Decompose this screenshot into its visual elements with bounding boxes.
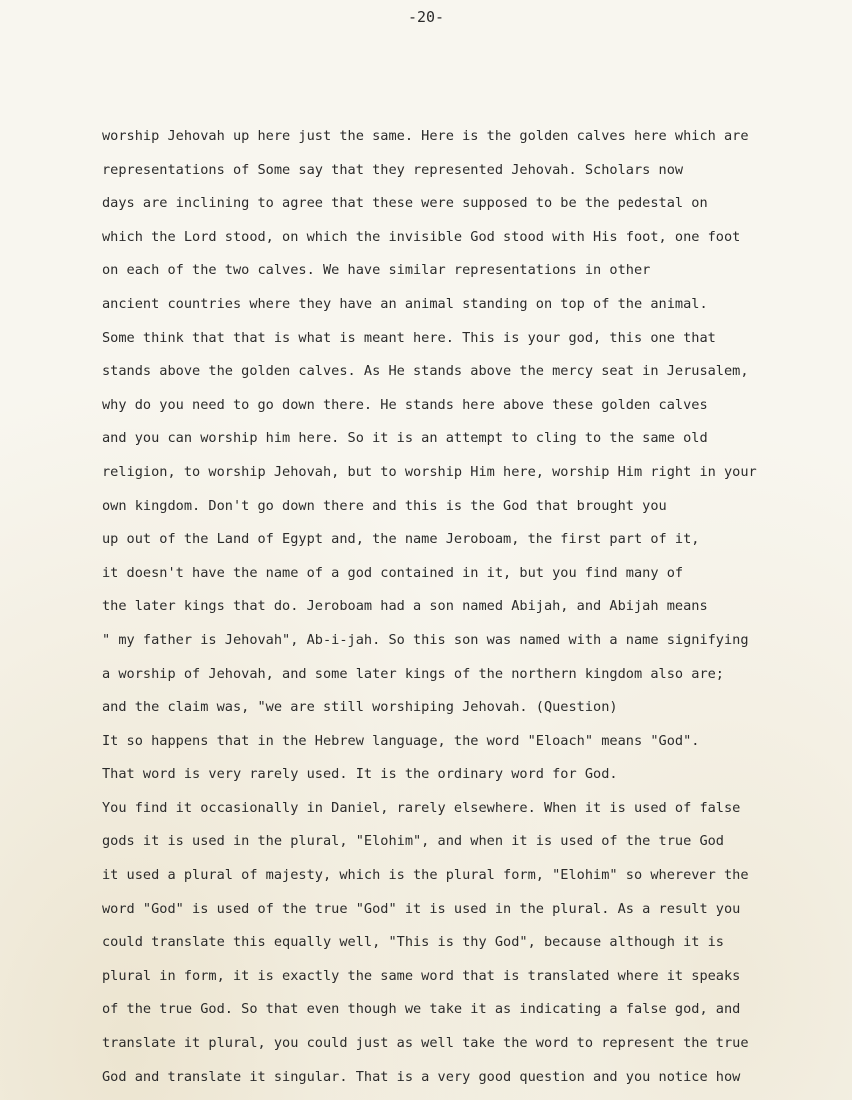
text-line: Some think that that is what is meant here. This is your god, this one that [102, 329, 716, 346]
text-line: You find it occasionally in Daniel, rarely elsewhere. When it is used of false [102, 799, 741, 816]
text-line: ancient countries where they have an animal standing on top of the animal. [102, 295, 708, 312]
text-line: could translate this equally well, "This is thy God", because although it is [102, 934, 724, 951]
body-text [102, 125, 842, 1099]
text-line: plural in form, it is exactly the same word that is translated where it speaks [102, 967, 741, 984]
text-line: which the Lord stood, on which the invisible God stood with His foot, one foot [102, 228, 741, 245]
text-line: it doesn't have the name of a god contained in it, but you find many of [102, 564, 684, 581]
text-line: That word is very rarely used. It is the ordinary word for God. [102, 766, 618, 783]
text-line: God and translate it singular. That is a very good question and you notice how [102, 1068, 741, 1085]
text-line: word "God" is used of the true "God" it is used in the plural. As a result you [102, 900, 741, 917]
text-line: and you can worship him here. So it is an attempt to cling to the same old [102, 430, 708, 447]
text-line: a worship of Jehovah, and some later kings of the northern kingdom also are; [102, 665, 724, 682]
text-line: stands above the golden calves. As He stands above the mercy seat in Jerusalem, [102, 363, 749, 380]
text-line: why do you need to go down there. He stands here above these golden calves [102, 396, 708, 413]
text-line: up out of the Land of Egypt and, the name Jeroboam, the first part of it, [102, 531, 700, 548]
text-line: It so happens that in the Hebrew language, the word "Eloach" means "God". [102, 732, 700, 749]
text-line: days are inclining to agree that these were supposed to be the pedestal on [102, 195, 708, 212]
text-line: it used a plural of majesty, which is the plural form, "Elohim" so wherever the [102, 867, 749, 884]
text-line: of the true God. So that even though we take it as indicating a false god, and [102, 1001, 741, 1018]
text-line: translate it plural, you could just as well take the word to represent the true [102, 1035, 749, 1052]
text-line: the later kings that do. Jeroboam had a son named Abijah, and Abijah means [102, 598, 708, 615]
text-line: " my father is Jehovah", Ab-i-jah. So this son was named with a name signifying [102, 631, 749, 648]
text-line: worship Jehovah up here just the same. Here is the golden calves here which are [102, 128, 749, 144]
text-line: on each of the two calves. We have similar representations in other [102, 262, 651, 279]
text-line: and the claim was, "we are still worshiping Jehovah. (Question) [102, 699, 618, 716]
text-line: gods it is used in the plural, "Elohim", and when it is used of the true God [102, 833, 724, 850]
page-number: -20- [407, 8, 445, 26]
text-line: own kingdom. Don't go down there and this is the God that brought you [102, 497, 667, 514]
text-line: representations of Some say that they represented Jehovah. Scholars now [102, 161, 684, 178]
text-line: religion, to worship Jehovah, but to worship Him here, worship Him right in your [102, 463, 757, 480]
